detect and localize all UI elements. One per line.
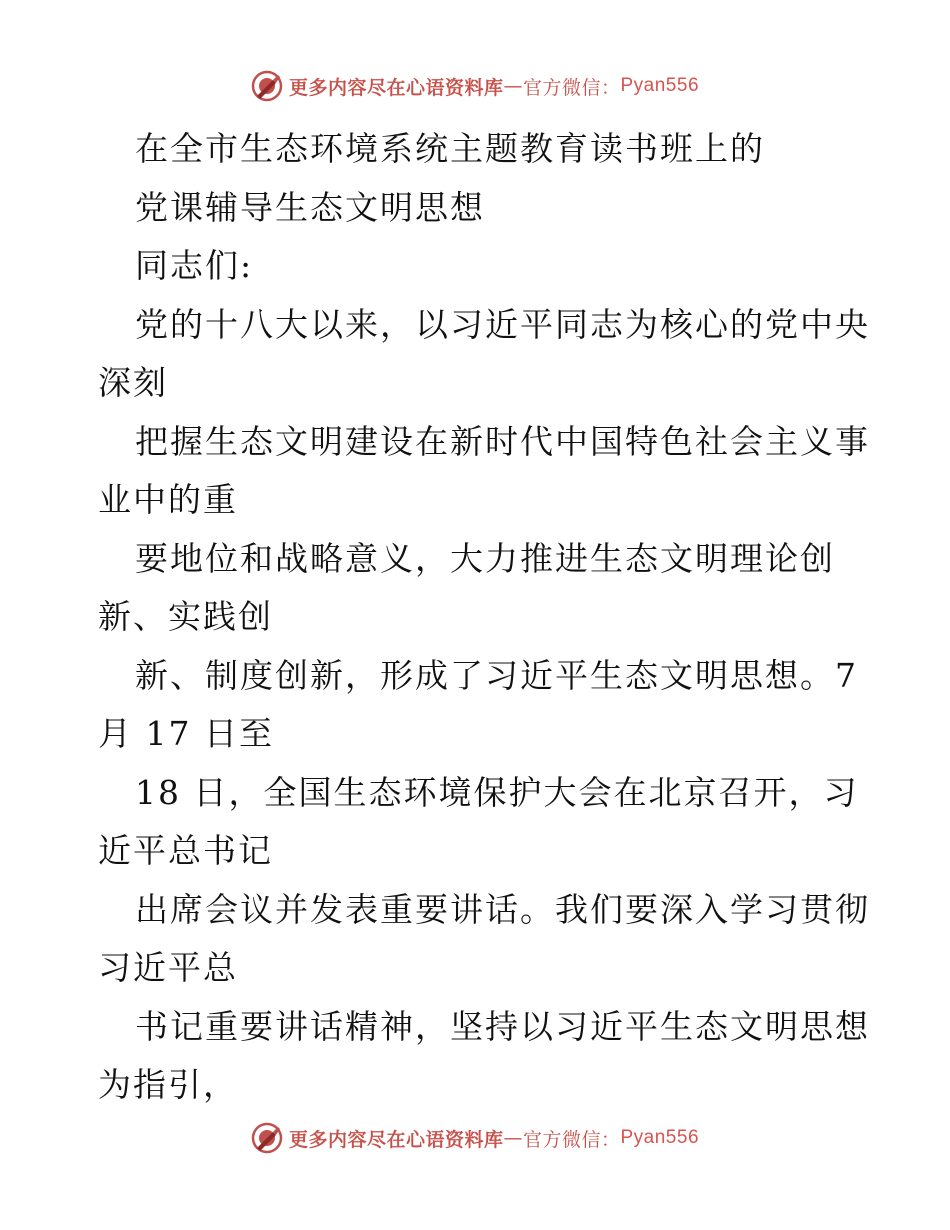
text-line: 把握生态文明建设在新时代中国特色社会主义事 — [135, 421, 870, 461]
text-line: 深刻 — [98, 363, 168, 402]
document-body — [98, 120, 870, 1115]
text-line: 新、制度创新，形成了习近平生态文明思想。7 — [135, 655, 858, 695]
pen-logo-icon — [251, 70, 283, 102]
watermark-wechat-id: Pyan556 — [620, 1127, 700, 1148]
watermark-banner-top — [0, 70, 950, 102]
text-line: 要地位和战略意义，大力推进生态文明理论创 — [135, 538, 835, 578]
text-line: 党课辅导生态文明思想 — [135, 187, 485, 227]
watermark-banner-bottom — [0, 1122, 950, 1154]
text-line: 在全市生态环境系统主题教育读书班上的 — [135, 129, 765, 168]
watermark-separator: — — [503, 1127, 523, 1149]
text-line: 新、实践创 — [98, 597, 273, 636]
text-line: 党的十八大以来，以习近平同志为核心的党中央 — [135, 304, 870, 344]
watermark-separator: — — [503, 75, 523, 97]
text-line: 出席会议并发表重要讲话。我们要深入学习贯彻 — [135, 889, 870, 929]
watermark-wechat-label: 官方微信： — [522, 76, 621, 99]
watermark-wechat-id: Pyan556 — [620, 75, 700, 96]
text-line: 月 17 日至 — [98, 714, 274, 753]
text-line: 同志们: — [135, 246, 254, 285]
pen-logo-icon — [251, 1122, 283, 1154]
text-line: 18 日，全国生态环境保护大会在北京召开，习 — [135, 772, 859, 812]
text-line: 为指引， — [98, 1065, 238, 1104]
watermark-main-text: 更多内容尽在心语资料库 — [288, 1128, 504, 1151]
text-line: 习近平总 — [98, 948, 238, 987]
text-line: 近平总书记 — [98, 831, 273, 870]
watermark-wechat-label: 官方微信： — [522, 1128, 621, 1151]
text-line: 书记重要讲话精神，坚持以习近平生态文明思想 — [135, 1006, 870, 1046]
text-line: 业中的重 — [98, 480, 238, 519]
watermark-main-text: 更多内容尽在心语资料库 — [288, 76, 504, 99]
